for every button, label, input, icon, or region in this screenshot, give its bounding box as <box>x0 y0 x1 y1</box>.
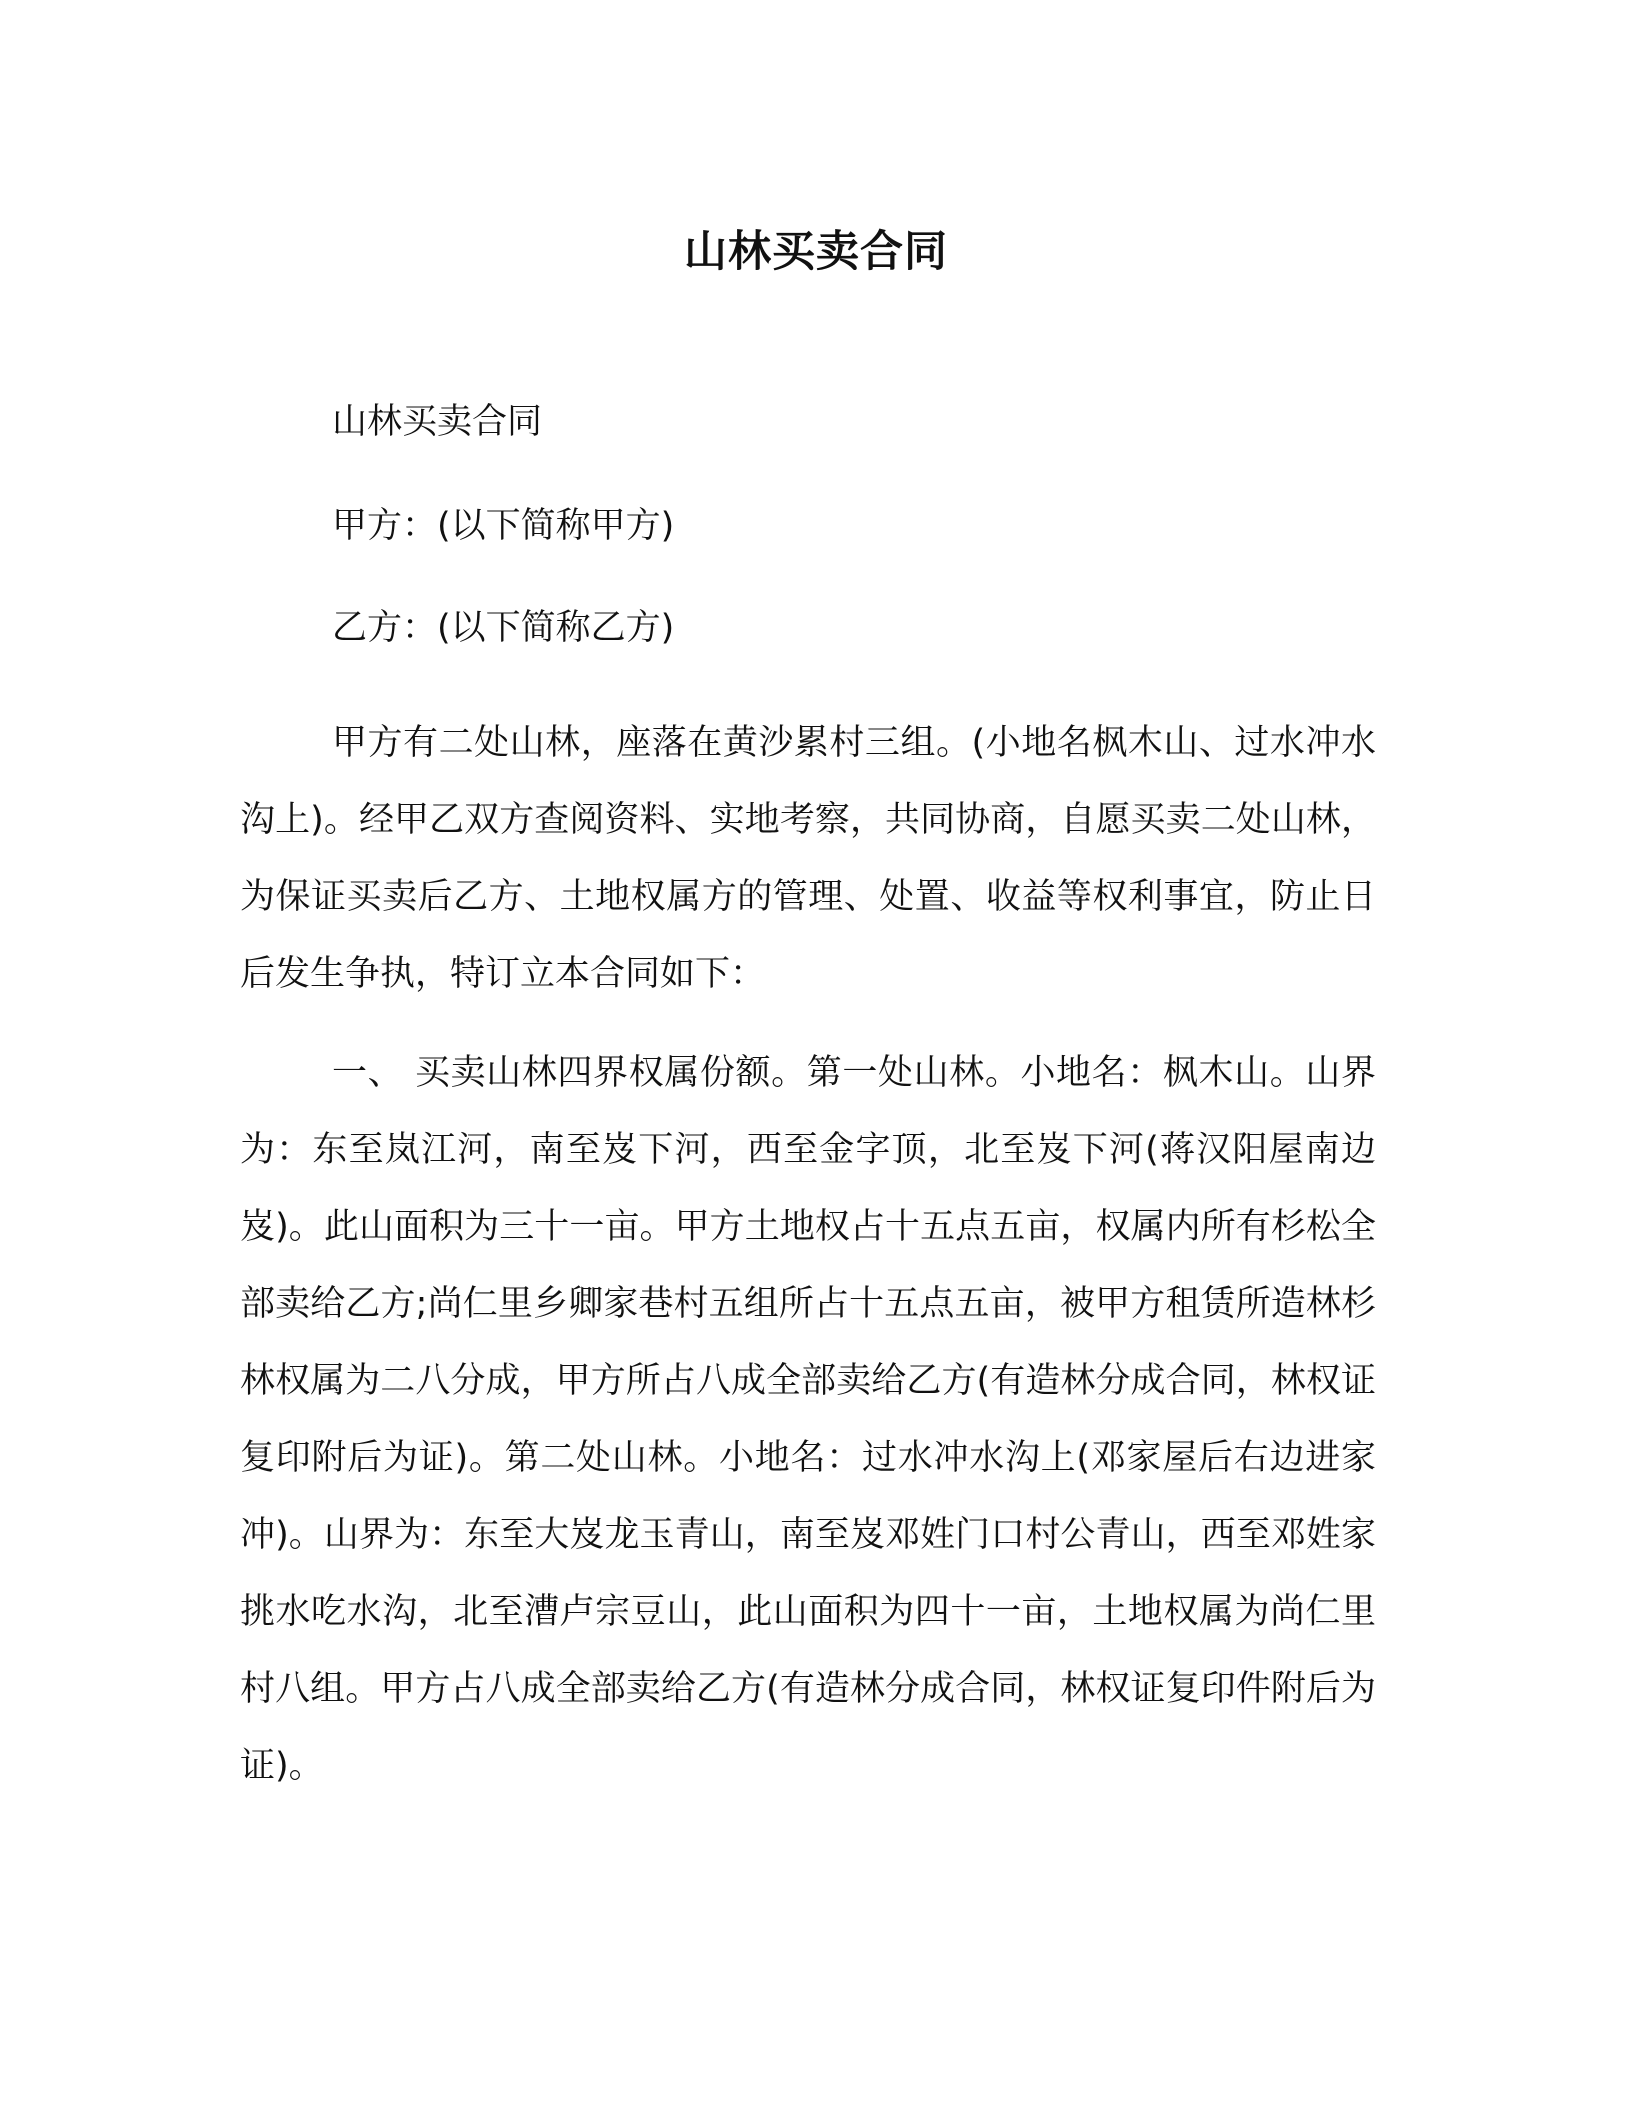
document-title: 山林买卖合同 <box>684 227 948 277</box>
party-a-line: 甲方：(以下简称甲方) <box>332 506 675 546</box>
clause-1-paragraph: 一、 买卖山林四界权属份额。第一处山林。小地名：枫木山。山界为：东至岚江河，南至岌下河，西至金字顶，北至岌下河(蒋汉阳屋南边岌)。此山面积为三十一亩。甲方土地权占十五点五亩，权属内所有杉松全部卖给乙方;尚仁里乡卿家巷村五组所占十五点五亩，被甲方租赁所造林杉林权属为二八分成，甲方所占八成全部卖给乙方(有造林分成合同，林权证复印附后为证)。第二处山林。小地名：过水冲水沟上(邓家屋后右边进家冲)。山界为：东至大岌龙玉青山，南至岌邓姓门口村公青山，西至邓姓家挑水吃水沟，北至漕卢宗豆山，此山面积为四十一亩，土地权属为尚仁里村八组。甲方占八成全部卖给乙方(有造林分成合同，林权证复印件附后为证)。 <box>240 1053 1376 1786</box>
intro-paragraph: 甲方有二处山林，座落在黄沙累村三组。(小地名枫木山、过水冲水沟上)。经甲乙双方查阅资料、实地考察，共同协商，自愿买卖二处山林，为保证买卖后乙方、土地权属方的管理、处置、收益等权利事宜，防止日后发生争执，特订立本合同如下： <box>240 723 1376 994</box>
contract-subtitle: 山林买卖合同 <box>332 402 543 442</box>
party-b-line: 乙方：(以下简称乙方) <box>332 608 675 648</box>
